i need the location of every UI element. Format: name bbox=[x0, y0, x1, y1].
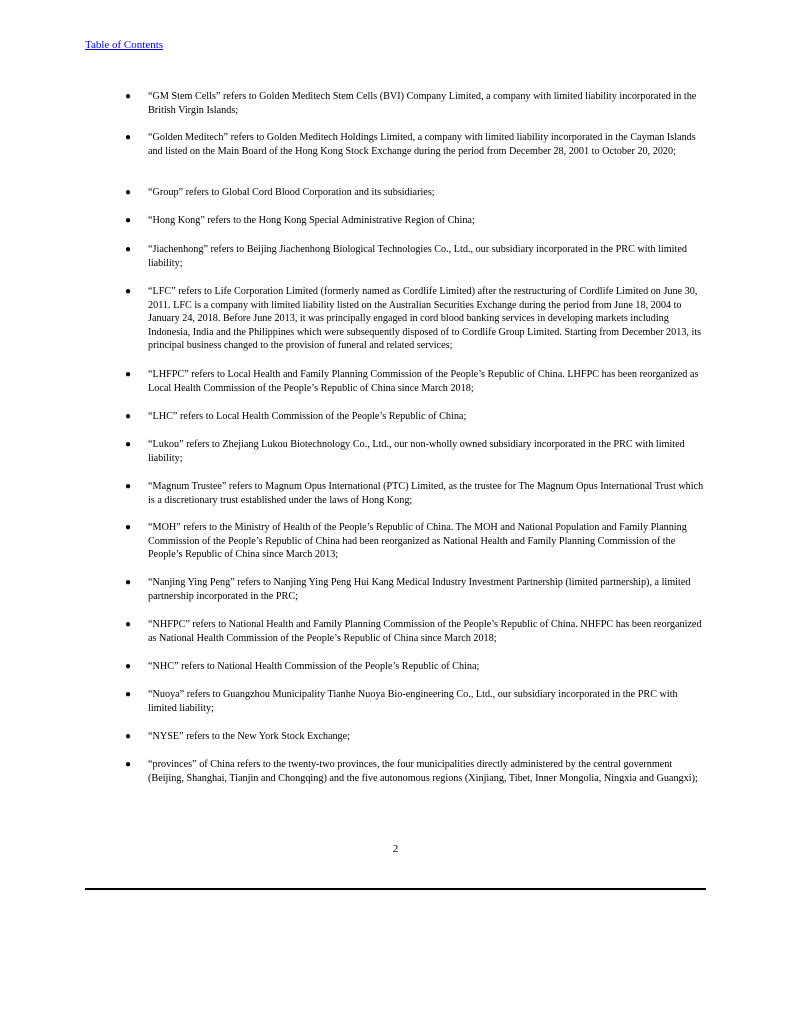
bullet-icon: ● bbox=[125, 661, 132, 672]
bullet-icon: ● bbox=[125, 619, 132, 630]
definition-text: “Nuoya” refers to Guangzhou Municipality Tianhe Nuoya Bio-engineering Co., Ltd., our subsidiary incorporated in the PRC with limited liability; bbox=[148, 689, 678, 714]
bullet-icon: ● bbox=[125, 244, 132, 255]
bullet-icon: ● bbox=[125, 481, 132, 492]
footer-divider bbox=[85, 888, 706, 890]
definition-text: “Jiachenhong” refers to Beijing Jiachenhong Biological Technologies Co., Ltd., our subsidiary incorporated in the PRC with limited liability; bbox=[148, 244, 687, 269]
bullet-icon: ● bbox=[125, 522, 132, 533]
definition-text: “Group” refers to Global Cord Blood Corporation and its subsidiaries; bbox=[148, 187, 435, 198]
definition-text: “Golden Meditech” refers to Golden Meditech Holdings Limited, a company with limited liability incorporated in the Cayman Islands and listed on the Main Board of the Hong Kong Stock Exchange during the period from December 28, 2001 to October 20, 2020; bbox=[148, 132, 696, 157]
bullet-icon: ● bbox=[125, 132, 132, 143]
definition-text: “GM Stem Cells” refers to Golden Meditech Stem Cells (BVI) Company Limited, a company with limited liability incorporated in the British Virgin Islands; bbox=[148, 91, 697, 116]
definition-text: “Nanjing Ying Peng” refers to Nanjing Ying Peng Hui Kang Medical Industry Investment Partnership (limited partnership), a limited partnership incorporated in the PRC; bbox=[148, 577, 691, 602]
bullet-icon: ● bbox=[125, 411, 132, 422]
definition-text: “LFC” refers to Life Corporation Limited (formerly named as Cordlife Limited) after the restructuring of Cordlife Limited on June 30, 2011. LFC is a company with limited liability listed on the Australian Securities Exchange during the period from June 18, 2004 to January 24, 2018. Before June 2013, it was principally engaged in cord blood banking services in developing markets including Indonesia, India and the Philippines which were subsequently disposed of to Cordlife Group Limited. Starting from December 2013, its principal business changed to the provision of funeral and related services; bbox=[148, 286, 702, 352]
bullet-icon: ● bbox=[125, 689, 132, 700]
bullet-icon: ● bbox=[125, 439, 132, 450]
bullet-icon: ● bbox=[125, 215, 132, 226]
bullet-icon: ● bbox=[125, 91, 132, 102]
table-of-contents-link[interactable]: Table of Contents bbox=[85, 39, 164, 51]
definition-text: “LHC” refers to Local Health Commission of the People’s Republic of China; bbox=[148, 411, 467, 422]
definition-text: “Magnum Trustee” refers to Magnum Opus International (PTC) Limited, as the trustee for The Magnum Opus International Trust which is a discretionary trust established under the laws of Hong Kong; bbox=[148, 481, 704, 506]
bullet-icon: ● bbox=[125, 187, 132, 198]
definition-text: “Lukou” refers to Zhejiang Lukou Biotechnology Co., Ltd., our non-wholly owned subsidiary incorporated in the PRC with limited liability; bbox=[148, 439, 685, 464]
definition-text: “provinces” of China refers to the twenty-two provinces, the four municipalities directly administered by the central government (Beijing, Shanghai, Tianjin and Chongqing) and the five autonomous regions (Xinjiang, Tibet, Inner Mongolia, Ningxia and Guangxi); bbox=[148, 759, 698, 784]
bullet-icon: ● bbox=[125, 369, 132, 380]
definition-text: “LHFPC” refers to Local Health and Family Planning Commission of the People’s Republic of China. LHFPC has been reorganized as Local Health Commission of the People’s Republic of China since March 2018; bbox=[148, 369, 699, 394]
bullet-icon: ● bbox=[125, 759, 132, 770]
definition-text: “Hong Kong” refers to the Hong Kong Special Administrative Region of China; bbox=[148, 215, 475, 226]
definition-text: “NHC” refers to National Health Commission of the People’s Republic of China; bbox=[148, 661, 480, 672]
bullet-icon: ● bbox=[125, 731, 132, 742]
bullet-icon: ● bbox=[125, 286, 132, 297]
bullet-icon: ● bbox=[125, 577, 132, 588]
page-number: 2 bbox=[392, 843, 399, 855]
definition-text: “NHFPC” refers to National Health and Family Planning Commission of the People’s Republic of China. NHFPC has been reorganized as National Health Commission of the People’s Republic of China since March 2018; bbox=[148, 619, 702, 644]
definition-text: “NYSE” refers to the New York Stock Exchange; bbox=[148, 731, 351, 742]
definition-text: “MOH” refers to the Ministry of Health of the People’s Republic of China. The MOH and National Population and Family Planning Commission of the People’s Republic of China had been reorganized as National Health and Family Planning Commission of the People’s Republic of China since March 2013; bbox=[148, 522, 687, 561]
